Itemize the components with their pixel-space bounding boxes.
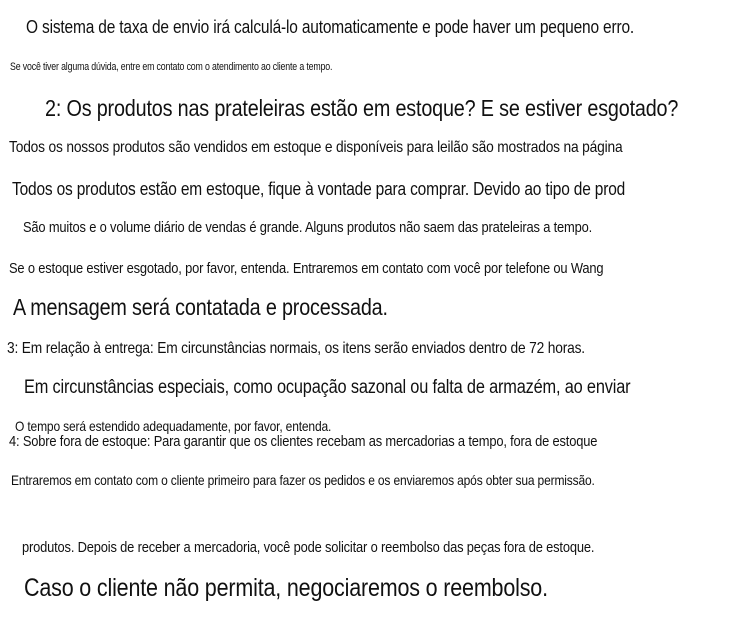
text-line-out-of-stock-2: produtos. Depois de receber a mercadoria, você pode solicitar o reembolso das peças fora de estoque. [22, 539, 595, 556]
section-heading-stock: 2: Os produtos nas prateleiras estão em estoque? E se estiver esgotado? [45, 95, 679, 121]
text-line-out-of-stock-3: Caso o cliente não permita, negociaremos o reembolso. [24, 574, 548, 602]
text-line-out-of-stock-1: Entraremos em contato com o cliente primeiro para fazer os pedidos e os enviaremos após obter sua permissão. [11, 472, 595, 488]
text-line-stock-2: Todos os produtos estão em estoque, fique à vontade para comprar. Devido ao tipo de prod [12, 179, 626, 199]
text-line-stock-3: São muitos e o volume diário de vendas é grande. Alguns produtos não saem das prateleiras a tempo. [23, 219, 593, 236]
text-line-delivery-1: Em circunstâncias especiais, como ocupação sazonal ou falta de armazém, ao enviar [24, 377, 631, 398]
section-heading-out-of-stock: 4: Sobre fora de estoque: Para garantir que os clientes recebam as mercadorias a tempo, fora de estoque [9, 433, 598, 450]
text-line-stock-1: Todos os nossos produtos são vendidos em estoque e disponíveis para leilão são mostrados na página [9, 139, 623, 156]
text-line-stock-4: Se o estoque estiver esgotado, por favor, entenda. Entraremos em contato com você por telefone ou Wang [9, 260, 604, 277]
text-line-contact-support: Se você tiver alguma dúvida, entre em contato com o atendimento ao cliente a tempo. [10, 61, 333, 73]
section-heading-delivery: 3: Em relação à entrega: Em circunstâncias normais, os itens serão enviados dentro de 72 horas. [7, 340, 585, 357]
text-line-shipping-calculation: O sistema de taxa de envio irá calculá-lo automaticamente e pode haver um pequeno erro. [26, 17, 635, 37]
text-line-delivery-2: O tempo será estendido adequadamente, por favor, entenda. [15, 418, 332, 434]
text-line-stock-5: A mensagem será contatada e processada. [13, 294, 388, 320]
